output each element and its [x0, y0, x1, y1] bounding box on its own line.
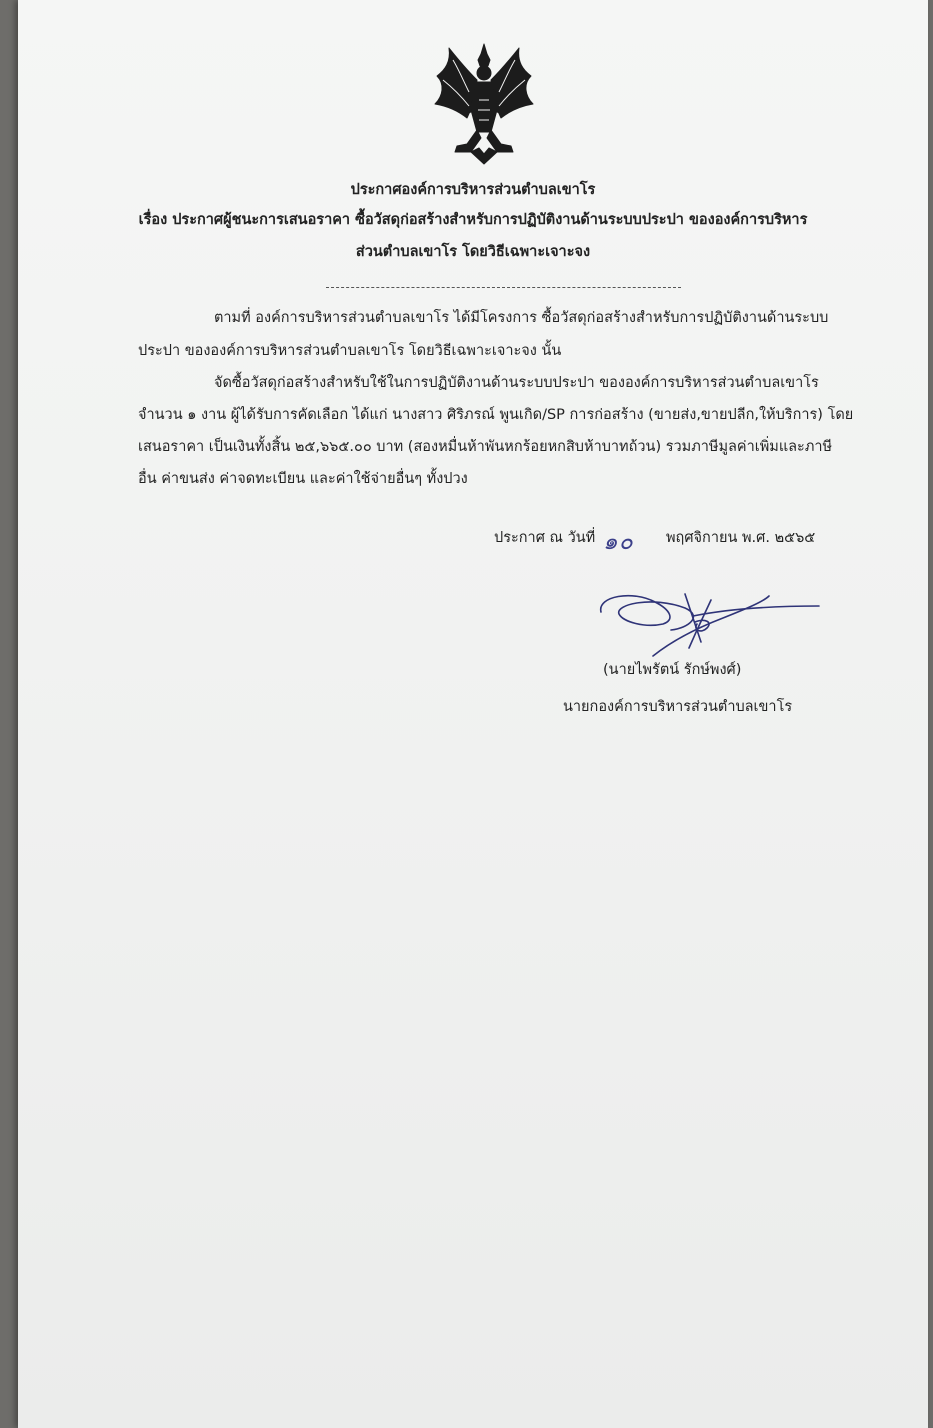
- paragraph-1-line-1: ตามที่ องค์การบริหารส่วนตำบลเขาโร ได้มีโครงการ ซื้อวัสดุก่อสร้างสำหรับการปฏิบัติงานด้านระบบ: [214, 310, 829, 326]
- announcement-date-prefix: ประกาศ ณ วันที่: [494, 530, 596, 546]
- subject-line-2: ส่วนตำบลเขาโร โดยวิธีเฉพาะเจาะจง: [355, 244, 591, 260]
- document-page: [18, 0, 928, 1428]
- signatory-name: (นายไพรัตน์ รักษ์พงศ์): [603, 662, 742, 678]
- garuda-emblem-icon: [431, 40, 537, 166]
- paragraph-2-line-2: จำนวน ๑ งาน ผู้ได้รับการคัดเลือก ได้แก่ นางสาว ศิริภรณ์ พูนเกิด/SP การก่อสร้าง (ขายส่ง,ขายปลีก,ให้บริการ) โดย: [138, 407, 854, 423]
- handwritten-day: ๑๐: [603, 529, 634, 555]
- paragraph-2-line-4: อื่น ค่าขนส่ง ค่าจดทะเบียน และค่าใช้จ่ายอื่นๆ ทั้งปวง: [138, 471, 468, 487]
- signatory-position: นายกองค์การบริหารส่วนตำบลเขาโร: [563, 699, 793, 715]
- paragraph-2-line-1: จัดซื้อวัสดุก่อสร้างสำหรับใช้ในการปฏิบัติงานด้านระบบประปา ขององค์การบริหารส่วนตำบลเขาโร: [214, 375, 819, 391]
- dashed-divider: [326, 287, 681, 288]
- announcement-title: ประกาศองค์การบริหารส่วนตำบลเขาโร: [350, 182, 596, 198]
- signature-image: [593, 588, 823, 658]
- paragraph-1-line-2: ประปา ขององค์การบริหารส่วนตำบลเขาโร โดยวิธีเฉพาะเจาะจง นั้น: [138, 343, 562, 359]
- subject-line-1: เรื่อง ประกาศผู้ชนะการเสนอราคา ซื้อวัสดุก่อสร้างสำหรับการปฏิบัติงานด้านระบบประปา ขององค์การบริหาร: [138, 212, 808, 228]
- announcement-month-year: พฤศจิกายน พ.ศ. ๒๕๖๕: [666, 530, 816, 546]
- paragraph-2-line-3: เสนอราคา เป็นเงินทั้งสิ้น ๒๕,๖๖๕.๐๐ บาท (สองหมื่นห้าพันหกร้อยหกสิบห้าบาทถ้วน) รวมภาษีมูลค่าเพิ่มและภาษี: [138, 439, 833, 455]
